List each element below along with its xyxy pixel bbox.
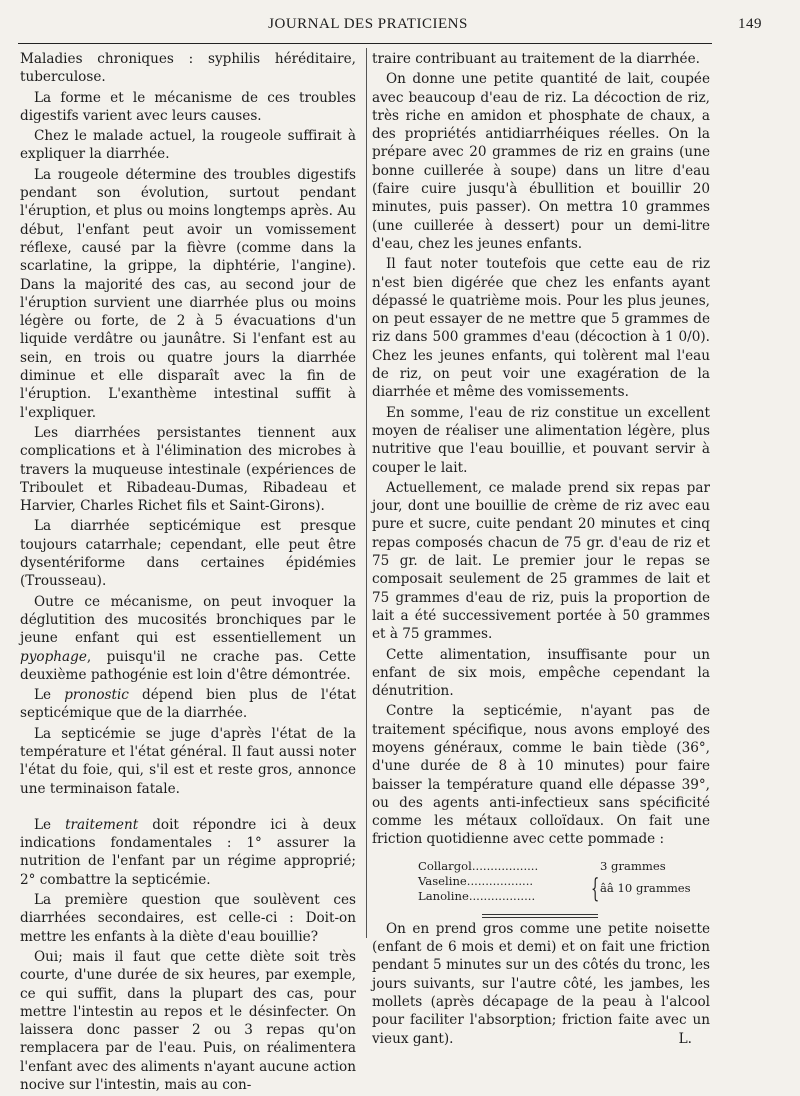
text-run: doit répondre ici à deux indications fondamentales : 1° assurer la nutrition de l'enfant par un régime approprié; 2° combattre la septicémie.: [20, 816, 356, 888]
paragraph: Actuellement, ce malade prend six repas par jour, dont une bouillie de crème de riz avec eau pure et sucre, cuite pendant 20 minutes et cinq repas composés chacun de 75 gr. d'eau de riz et 75 gr. de lait. Le premier jour le repas se composait seulement de 25 grammes de lait et 75 grammes d'eau de riz, puis la proportion de lait a été successivement portée à 50 grammes et à 75 grammes.: [372, 479, 710, 643]
paragraph: [372, 920, 710, 1048]
paragraph: La diarrhée septicémique est presque toujours catarrhale; cependant, elle peut être dysentériforme dans certaines épidémies (Trousseau).: [20, 518, 356, 590]
text-run: Le: [34, 816, 66, 833]
text-run: , puisqu'il ne crache pas. Cette deuxième pathogénie est loin d'être démontrée.: [20, 648, 356, 683]
article-end-rule: [482, 914, 598, 918]
paragraph: La septicémie se juge d'après l'état de la température et l'état général. Il faut aussi noter l'état du foie, qui, s'il est et reste gros, annonce une terminaison fatale.: [20, 725, 356, 797]
prescription-formula: [418, 859, 710, 904]
italic-term: traitement: [65, 816, 139, 833]
paragraph: Il faut noter toutefois que cette eau de riz n'est bien digérée que chez les enfants ayant dépassé le quatrième mois. Pour les plus jeunes, on peut essayer de ne mettre que 5 grammes de riz dans 500 grammes d'eau (décoction à 1 0/0). Chez les jeunes enfants, qui tolèrent mal l'eau de riz, on peut voir une exagération de la diarrhée et même des vomissements.: [372, 256, 710, 401]
paragraph: Les diarrhées persistantes tiennent aux complications et à l'élimination des microbes à travers la muqueuse intestinale (expériences de Triboulet et Ribadeau-Dumas, Ribadeau et Harvier, Charles Richet fils et Saint-Girons).: [20, 424, 356, 515]
paragraph: Oui; mais il faut que cette diète soit très courte, d'une durée de six heures, par exemple, ce qui suffit, dans la plupart des cas, pour mettre l'intestin au repos et le désinfecter. On laissera donc passer 2 ou 3 repas qu'on remplacera par de l'eau. Puis, on réalimentera l'enfant avec des aliments n'ayant aucune action nocive sur l'intestin, mais au con-: [20, 948, 356, 1094]
text-run: Outre ce mécanisme, on peut invoquer la déglutition des mucosités bronchiques par le jeune enfant qui est essentiellement un: [20, 593, 356, 647]
running-header: [26, 14, 762, 40]
text-run: Le: [34, 687, 65, 704]
ingredient-amount: 3 grammes: [600, 858, 666, 873]
right-column: [372, 50, 710, 1050]
left-column: [20, 50, 356, 1096]
italic-term: pyophage: [20, 648, 87, 665]
leader-dots: ..................: [471, 858, 539, 873]
header-rule: [18, 43, 712, 44]
ingredient-name: Collargol: [418, 858, 472, 873]
ingredient-name: Lanoline: [418, 888, 469, 903]
leader-dots: ..................: [468, 888, 536, 903]
leader-dots: ..................: [466, 873, 534, 888]
italic-term: pronostic: [64, 687, 129, 704]
paragraph: Cette alimentation, insuffisante pour un enfant de six mois, empêche cependant la dénutrition.: [372, 646, 710, 700]
paragraph: Maladies chroniques : syphilis héréditaire, tuberculose.: [20, 51, 356, 86]
paragraph: Contre la septicémie, n'ayant pas de traitement spécifique, nous avons employé des moyens généraux, comme le bain tiède (36°, d'une durée de 8 à 10 minutes) pour faire baisser la température quand elle dépasse 39°, ou des agents anti-infectieux sans spécificité comme les métaux colloïdaux. On fait une friction quotidienne avec cette pommade :: [372, 703, 710, 848]
journal-title: JOURNAL DES PRATICIENS: [268, 16, 468, 32]
page-number: 149: [738, 16, 762, 32]
paragraph: [20, 593, 356, 684]
paragraph: [20, 686, 356, 723]
brace-glyph: {: [591, 873, 600, 904]
paragraph: On donne une petite quantité de lait, coupée avec beaucoup d'eau de riz. La décoction de riz, très riche en amidon et phosphate de chaux, a des propriétés antidiarrhéiques réelles. On la prépare avec 20 grammes de riz en grains (une bonne cuillerée à soupe) dans un litre d'eau (faire cuire jusqu'à ébullition et bouillir 20 minutes, puis passer). On mettra 10 grammes (une cuillerée à dessert) pour un demi-litre d'eau, chez les jeunes enfants.: [372, 71, 710, 252]
paragraph: traire contribuant au traitement de la diarrhée.: [372, 51, 700, 67]
formula-item: [418, 874, 588, 889]
paragraph: [20, 816, 356, 889]
formula-item: [418, 859, 588, 874]
paragraph: La rougeole détermine des troubles digestifs pendant son évolution, surtout pendant l'éruption, et plus ou moins longtemps après. Au début, l'enfant peut avoir un vomissement réflexe, causé par la fièvre (comme dans la scarlatine, la grippe, la diphtérie, l'angine). Dans la majorité des cas, au second jour de l'éruption survient une diarrhée plus ou moins légère ou forte, de 2 à 5 évacuations d'un liquide verdâtre ou jaunâtre. Si l'enfant est au sein, en trois ou quatre jours la diarrhée diminue et elle disparaît avec la fin de l'éruption. L'exanthème intestinal suffit à l'expliquer.: [20, 166, 356, 421]
text-run: dépend bien plus de l'état septicémique que de la diarrhée.: [20, 687, 356, 722]
paragraph: La première question que soulèvent ces diarrhées secondaires, est celle-ci : Doit-on mettre les enfants à la diète d'eau bouillie?: [20, 892, 356, 945]
ingredient-name: Vaseline: [418, 873, 467, 888]
ingredient-amount: ââ 10 grammes: [600, 881, 691, 896]
paragraph: Chez le malade actuel, la rougeole suffirait à expliquer la diarrhée.: [20, 128, 356, 163]
formula-item: [418, 889, 588, 904]
paragraph: La forme et le mécanisme de ces troubles digestifs varient avec leurs causes.: [20, 89, 356, 124]
author-signature: L.: [678, 1030, 692, 1047]
paragraph: En somme, l'eau de riz constitue un excellent moyen de réaliser une alimentation légère, plus nutritive que l'eau bouillie, et pouvant servir à couper le lait.: [372, 404, 710, 476]
column-divider: [366, 48, 367, 938]
text-run: On en prend gros comme une petite noisette (enfant de 6 mois et demi) et on fait une friction pendant 5 minutes sur un des côtés du tronc, les jours suivants, sur l'autre côté, les jambes, les mollets (après décapage de la peau à l'alcool pour faciliter l'absorption; friction faite avec un vieux gant).: [372, 920, 710, 1047]
